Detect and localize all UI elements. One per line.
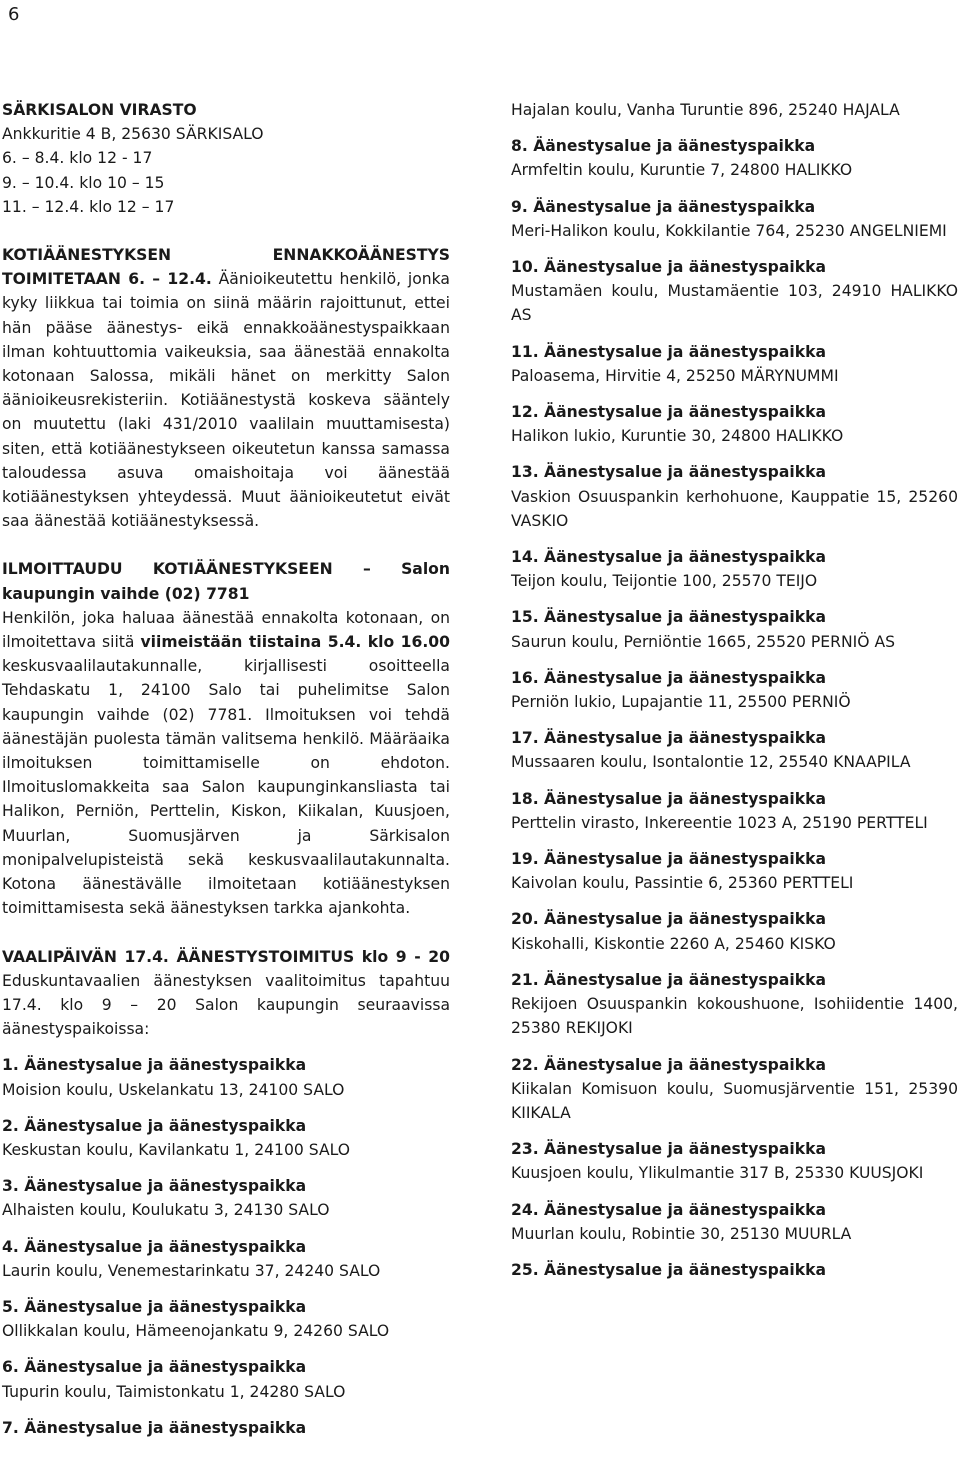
office-title: SÄRKISALON VIRASTO [2,101,197,119]
polling-place-address: Mussaaren koulu, Isontalontie 12, 25540 KNAAPILA [511,753,911,772]
polling-place-number: 7. Äänestysalue ja äänestyspaikka [2,1418,307,1437]
polling-place [2,1416,450,1440]
polling-place-address: Moision koulu, Uskelankatu 13, 24100 SALO [2,1080,345,1099]
polling-place-number: 15. Äänestysalue ja äänestyspaikka [511,608,826,627]
office-address: Ankkuritie 4 B, 25630 SÄRKISALO [2,125,264,144]
polling-place [511,255,958,328]
polling-place [511,134,958,182]
polling-place-address: Ollikkalan koulu, Hämeenojankatu 9, 24260 SALO [2,1322,390,1341]
polling-place-number: 24. Äänestysalue ja äänestyspaikka [511,1200,826,1219]
polling-place-address: Kiskohalli, Kiskontie 2260 A, 25460 KISKO [511,934,836,953]
home-voting-heading: KOTIÄÄNESTYKSEN ENNAKKOÄÄNESTYS TOIMITETAAN 6. – 12.4. [2,246,450,289]
polling-place [511,726,958,774]
home-voting-section [2,243,450,533]
polling-place-number: 12. Äänestysalue ja äänestyspaikka [511,403,826,422]
polling-place-number: 8. Äänestysalue ja äänestyspaikka [511,137,816,156]
polling-place-address: Teijon koulu, Teijontie 100, 25570 TEIJO [511,572,818,591]
polling-place-number: 19. Äänestysalue ja äänestyspaikka [511,850,826,869]
polling-place [511,1137,958,1185]
polling-place [511,340,958,388]
election-day-section [2,945,450,1042]
office-hours-2: 9. – 10.4. klo 10 – 15 [2,173,165,192]
polling-place-address: Perttelin virasto, Inkereentie 1023 A, 25190 PERTTELI [511,813,928,832]
polling-place [2,1114,450,1162]
register-text-b: keskusvaalilautakunnalle, kirjallisesti osoitteella Tehdaskatu 1, 24100 Salo tai puhelimitse Salon kaupungin vaihde (02) 7781. Ilmoituksen voi tehdä äänestäjän puolesta tämän valitsema henkilö. Määräaika ilmoituksen toimittamiselle on ehdoton. Ilmoituslomakkeita saa Salon kaupunginkansliasta tai Halikon, Perniön, Perttelin, Kiskon, Kiikalan, Kuusjoen, Muurlan, Suomusjärven ja Särkisalon monipalvelupisteistä sekä keskusvaalilautakunnalta. Kotona äänestävälle ilmoitetaan kotiäänestyksen toimittamisesta sekä äänestyksen tarkka ajankohta. [2,657,450,918]
polling-place-number: 14. Äänestysalue ja äänestyspaikka [511,548,826,567]
polling-place-address: Meri-Halikon koulu, Kokkilantie 764, 25230 ANGELNIEMI [511,221,947,240]
polling-place [2,1053,450,1101]
polling-place-address: Tupurin koulu, Taimistonkatu 1, 24280 SALO [2,1382,346,1401]
polling-place-address: Laurin koulu, Venemestarinkatu 37, 24240 SALO [2,1261,381,1280]
polling-places-right [511,134,958,1282]
left-column [2,98,450,1440]
polling-place-address: Kiikalan Komisuon koulu, Suomusjärventie 151, 25390 KIIKALA [511,1079,958,1122]
polling-place-address: Rekijoen Osuuspankin kokoushuone, Isohiidentie 1400, 25380 REKIJOKI [511,995,958,1038]
register-text [2,606,450,921]
home-voting-text-2: Kotiäänestystä koskeva sääntely on muutettu (laki 431/2010 vaalilain muuttamisesta) siten, että kotiäänestykseen oikeutetun kanssa samassa taloudessa asuva omaishoitaja voi äänestää kotiäänestyksen yhteydessä. Muut äänioikeutetut eivät saa äänestää kotiäänestyksessä. [2,391,450,531]
polling-place-address: Mustamäen koulu, Mustamäentie 103, 24910 HALIKKO AS [511,282,958,325]
polling-place-number: 22. Äänestysalue ja äänestyspaikka [511,1055,826,1074]
polling-place-number: 21. Äänestysalue ja äänestyspaikka [511,970,826,989]
polling-place-7-address: Hajalan koulu, Vanha Turuntie 896, 25240 HAJALA [511,101,900,119]
election-day-heading: VAALIPÄIVÄN 17.4. ÄÄNESTYSTOIMITUS klo 9 - 20 [2,947,450,966]
register-text-a: Henkilön, joka haluaa äänestää ennakolta kotonaan, on ilmoitettava siitä [2,608,450,652]
polling-place-address: Kaivolan koulu, Passintie 6, 25360 PERTTELI [511,874,854,893]
right-column [511,98,958,1282]
polling-place [2,1355,450,1403]
polling-place-address: Vaskion Osuuspankin kerhohuone, Kauppatie 15, 25260 VASKIO [511,487,958,530]
polling-place-number: 4. Äänestysalue ja äänestyspaikka [2,1237,307,1256]
polling-place-address: Perniön lukio, Lupajantie 11, 25500 PERNIÖ [511,693,851,712]
polling-place-address: Paloasema, Hirvitie 4, 25250 MÄRYNUMMI [511,366,839,385]
polling-place [511,968,958,1041]
polling-place-number: 23. Äänestysalue ja äänestyspaikka [511,1140,826,1159]
page-number: 6 [8,4,20,25]
polling-place [511,907,958,955]
register-heading: ILMOITTAUDU KOTIÄÄNESTYKSEEN – Salon kaupungin vaihde (02) 7781 [2,560,450,603]
polling-place [2,1174,450,1222]
polling-places-left [2,1053,450,1440]
polling-place [511,787,958,835]
polling-place-number: 16. Äänestysalue ja äänestyspaikka [511,668,826,687]
polling-place-number: 6. Äänestysalue ja äänestyspaikka [2,1358,307,1377]
election-day-text: Eduskuntavaalien äänestyksen vaalitoimitus tapahtuu 17.4. klo 9 – 20 Salon kaupungin seuraavissa äänestyspaikoissa: [2,971,450,1039]
polling-place-number: 13. Äänestysalue ja äänestyspaikka [511,463,826,482]
polling-place-number: 25. Äänestysalue ja äänestyspaikka [511,1260,826,1279]
polling-place [511,545,958,593]
polling-place [2,1295,450,1343]
polling-place-number: 20. Äänestysalue ja äänestyspaikka [511,910,826,929]
polling-place-address: Halikon lukio, Kuruntie 30, 24800 HALIKKO [511,427,844,446]
polling-place [511,847,958,895]
polling-place-number: 11. Äänestysalue ja äänestyspaikka [511,342,826,361]
polling-place-address: Saurun koulu, Perniöntie 1665, 25520 PERNIÖ AS [511,632,896,651]
polling-place-address: Muurlan koulu, Robintie 30, 25130 MUURLA [511,1224,852,1243]
polling-place-number: 1. Äänestysalue ja äänestyspaikka [2,1056,307,1075]
polling-place-address: Keskustan koulu, Kavilankatu 1, 24100 SALO [2,1140,351,1159]
polling-place [511,666,958,714]
office-hours-3: 11. – 12.4. klo 12 – 17 [2,197,175,216]
polling-place-number: 5. Äänestysalue ja äänestyspaikka [2,1297,307,1316]
polling-place [511,1258,958,1282]
polling-place [511,1198,958,1246]
polling-place [2,1235,450,1283]
polling-place-number: 18. Äänestysalue ja äänestyspaikka [511,789,826,808]
office-hours-1: 6. – 8.4. klo 12 - 17 [2,149,153,168]
polling-place-number: 17. Äänestysalue ja äänestyspaikka [511,729,826,748]
polling-place-address: Armfeltin koulu, Kuruntie 7, 24800 HALIKKO [511,161,853,180]
polling-place [511,195,958,243]
polling-place [511,605,958,653]
home-voting-text-1: Äänioikeutettu henkilö, jonka kyky liikkua tai toimia on siinä määrin rajoittunut, ettei hän pääse äänestys- eikä ennakkoäänestyspaikkaan ilman kohtuuttomia vaikeuksia, saa äänestää ennakolta kotonaan Salossa, mikäli hänet on merkitty Salon äänioikeusrekisteriin. [2,270,450,410]
polling-place-address: Alhaisten koulu, Koulukatu 3, 24130 SALO [2,1201,330,1220]
polling-place-address: Kuusjoen koulu, Ylikulmantie 317 B, 25330 KUUSJOKI [511,1164,924,1183]
polling-place-number: 3. Äänestysalue ja äänestyspaikka [2,1177,307,1196]
polling-place [511,400,958,448]
register-deadline: viimeistään tiistaina 5.4. klo 16.00 [140,633,451,652]
polling-place-number: 10. Äänestysalue ja äänestyspaikka [511,258,826,277]
polling-place [511,460,958,533]
polling-place [511,1053,958,1126]
polling-place-number: 9. Äänestysalue ja äänestyspaikka [511,197,816,216]
polling-place-number: 2. Äänestysalue ja äänestyspaikka [2,1116,307,1135]
